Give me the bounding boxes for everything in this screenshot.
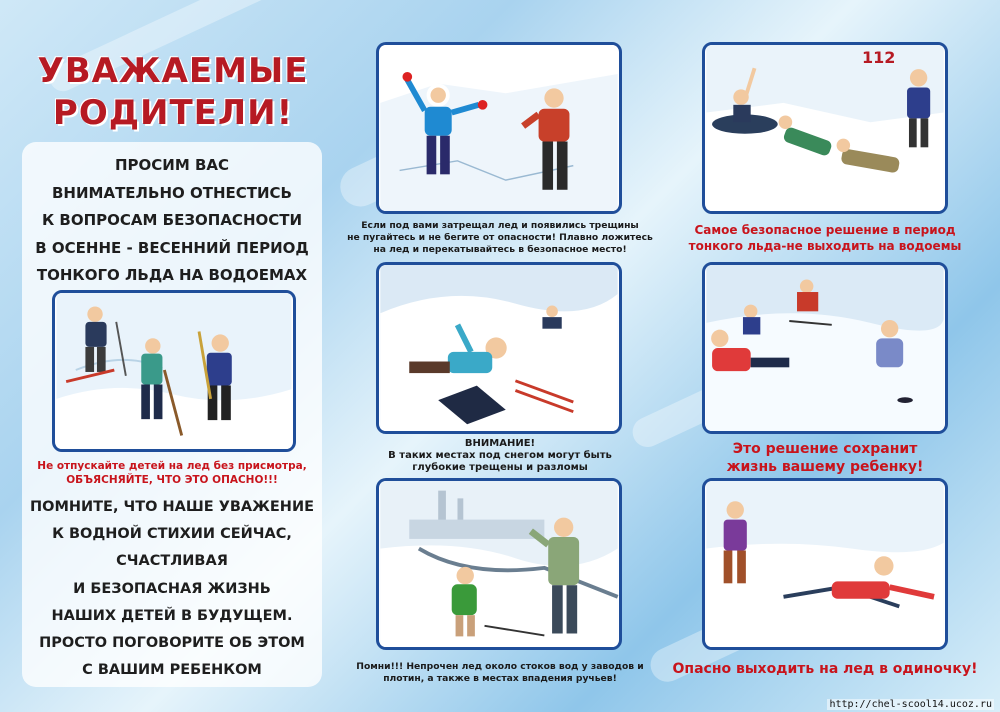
hidden-crack-illustration xyxy=(376,262,622,434)
plea-line: ПРОСИМ ВАС xyxy=(114,156,230,174)
caption-line: плотин, а также в местах впадения ручьев! xyxy=(383,673,617,684)
respect-line: НАШИХ ДЕТЕЙ В БУДУЩЕМ. xyxy=(51,607,293,624)
factory-runoff-illustration xyxy=(376,478,622,650)
save-life-caption xyxy=(672,440,978,476)
respect-line: ПРОСТО ПОГОВОРИТЕ ОБ ЭТОМ xyxy=(39,635,305,652)
emergency-number: 112 xyxy=(862,48,896,67)
cracking-ice-scene xyxy=(379,45,619,211)
crack-caption xyxy=(340,220,660,256)
respect-line: К ВОДНОЙ СТИХИИ СЕЙЧАС, xyxy=(52,526,292,543)
plea-text xyxy=(22,152,322,290)
supervision-warning xyxy=(26,459,318,487)
remember-caption xyxy=(340,661,660,685)
caption-line: Самое безопасное решение в период xyxy=(694,223,956,237)
hidden-crack-scene xyxy=(379,265,619,431)
caption-line: Если под вами затрещал лед и появились трещины xyxy=(361,220,639,231)
warning-line: ОБЪЯСНЯЙТЕ, ЧТО ЭТО ОПАСНО!!! xyxy=(66,474,278,486)
hockey-scene xyxy=(55,293,293,449)
warning-line: Не отпускайте детей на лед без присмотра, xyxy=(37,460,307,472)
rescue-chain-scene xyxy=(705,45,945,211)
respect-line: ПОМНИТЕ, ЧТО НАШЕ УВАЖЕНИЕ xyxy=(29,499,314,515)
website-url: http://chel-scool14.ucoz.ru xyxy=(829,699,992,710)
alone-on-ice-scene xyxy=(705,481,945,647)
rescue-chain-illustration xyxy=(702,42,948,214)
caption-line: В таких местах под снегом могут быть xyxy=(388,450,612,461)
skaters-illustration xyxy=(702,262,948,434)
caption-line: Это решение сохранит xyxy=(732,441,918,457)
respect-line: С ВАШИМ РЕБЕНКОМ xyxy=(82,662,262,679)
caption-line: тонкого льда-не выходить на водоемы xyxy=(688,239,962,253)
plea-line: ТОНКОГО ЛЬДА НА ВОДОЕМАХ xyxy=(36,266,308,284)
alone-on-ice-illustration xyxy=(702,478,948,650)
attention-caption xyxy=(340,438,660,474)
factory-runoff-scene xyxy=(379,481,619,647)
page-title-text: УВАЖАЕМЫЕ РОДИТЕЛИ! xyxy=(37,51,309,133)
caption-line: не пугайтесь и не бегите от опасности! Плавно ложитесь xyxy=(347,232,653,243)
caption-line: жизнь вашему ребенку! xyxy=(726,459,924,475)
page-title xyxy=(28,50,318,134)
respect-text xyxy=(22,494,322,684)
hockey-kids-illustration xyxy=(52,290,296,452)
plea-line: В ОСЕННЕ - ВЕСЕННИЙ ПЕРИОД xyxy=(35,238,309,257)
skaters-scene xyxy=(705,265,945,431)
caption-line: Помни!!! Непрочен лед около стоков вод у заводов и xyxy=(356,661,644,672)
plea-line: К ВОПРОСАМ БЕЗОПАСНОСТИ xyxy=(41,211,303,229)
respect-line: СЧАСТЛИВАЯ xyxy=(116,553,228,570)
plea-line: ВНИМАТЕЛЬНО ОТНЕСТИСЬ xyxy=(52,183,292,202)
caption-line: ВНИМАНИЕ! xyxy=(464,438,536,449)
caption-line: на лед и перекатывайтесь в безопасное место! xyxy=(373,244,627,255)
respect-line: И БЕЗОПАСНАЯ ЖИЗНЬ xyxy=(73,580,271,597)
safest-caption xyxy=(672,222,978,254)
cracking-ice-illustration xyxy=(376,42,622,214)
caption-line: глубокие трещены и разломы xyxy=(412,462,588,473)
alone-caption: Опасно выходить на лед в одиночку! xyxy=(672,661,978,677)
